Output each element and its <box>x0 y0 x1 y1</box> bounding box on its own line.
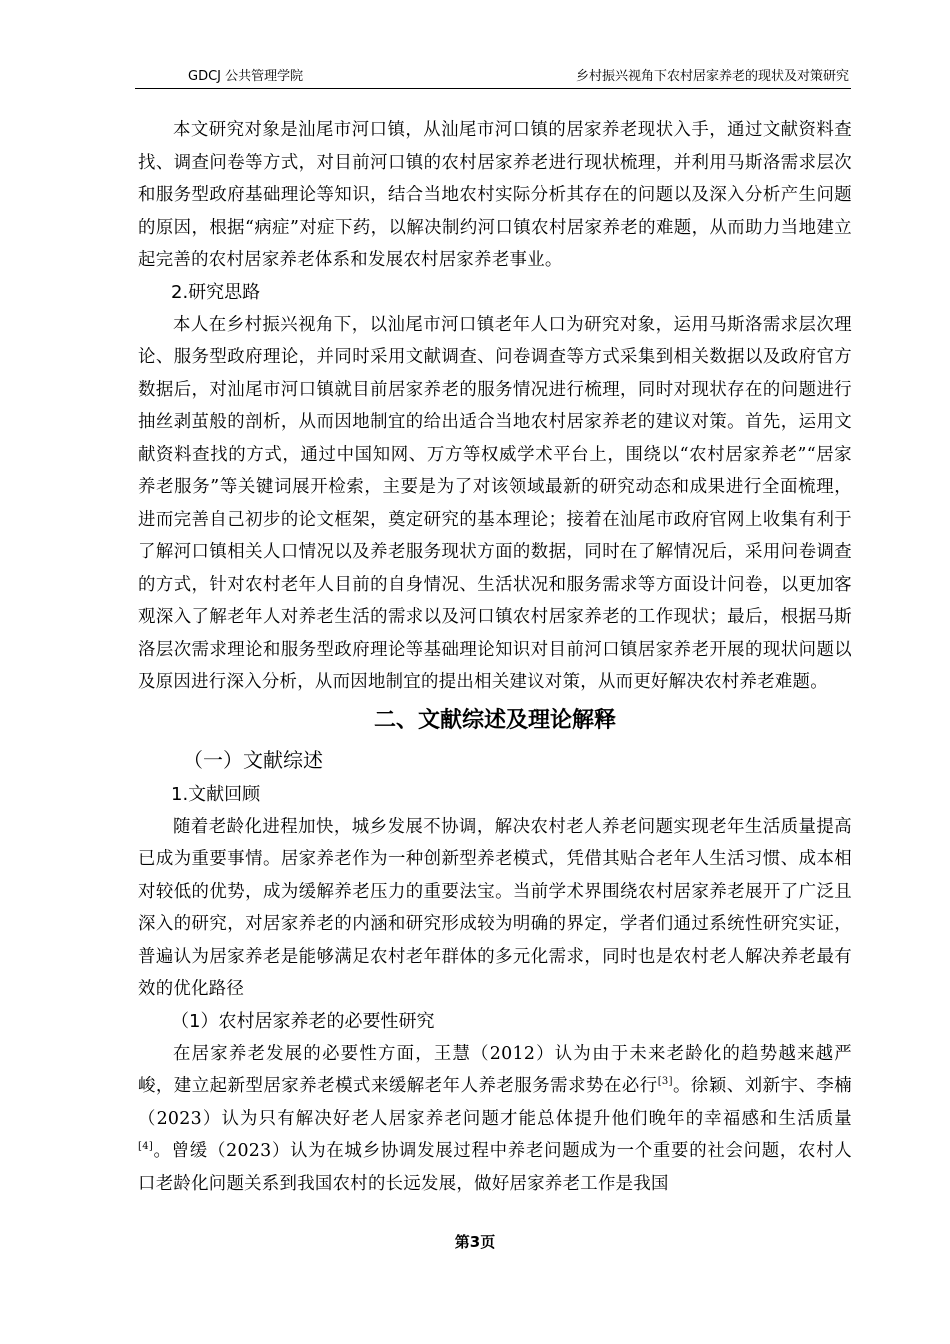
header-paper-title: 乡村振兴视角下农村居家养老的现状及对策研究 <box>575 69 849 84</box>
necessity-text-part-2: 。徐颖、刘新宇、李楠（2023）认为只有解决好老人居家养老问题才能总体提升他们晚年的幸福感和生活质量 <box>138 1076 852 1129</box>
page-number: 第3页 <box>454 1233 496 1251</box>
page-header <box>135 66 851 89</box>
paragraph-necessity-study <box>138 1038 852 1201</box>
page-content <box>138 114 852 1200</box>
necessity-text-part-1: 在居家养老发展的必要性方面，王慧（2012）认为由于未来老龄化的趋势越来越严峻，建立起新型居家养老模式来缓解老年人养老服务需求势在必行 <box>138 1043 852 1096</box>
paragraph-research-object: 本文研究对象是汕尾市河口镇，从汕尾市河口镇的居家养老现状入手，通过文献资料查找、调查问卷等方式，对目前河口镇的农村居家养老进行现状梳理，并利用马斯洛需求层次和服务型政府基础理论等知识，结合当地农村实际分析其存在的问题以及深入分析产生问题的原因，根据“病症”对症下药，以解决制约河口镇农村居家养老的难题，从而助力当地建立起完善的农村居家养老体系和发展农村居家养老事业。 <box>138 120 852 270</box>
paragraph-research-idea: 本人在乡村振兴视角下，以汕尾市河口镇老年人口为研究对象，运用马斯洛需求层次理论、服务型政府理论，并同时采用文献调查、问卷调查等方式采集到相关数据以及政府官方数据后，对汕尾市河口镇就目前居家养老的服务情况进行梳理，同时对现状存在的问题进行抽丝剥茧般的剖析，从而因地制宜的给出适合当地农村居家养老的建议对策。首先，运用文献资料查找的方式，通过中国知网、万方等权威学术平台上，围绕以“农村居家养老”“居家养老服务”等关键词展开检索，主要是为了对该领域最新的研究动态和成果进行全面梳理，进而完善自己初步的论文框架，奠定研究的基本理论；接着在汕尾市政府官网上收集有利于了解河口镇相关人口情况以及养老服务现状方面的数据，同时在了解情况后，采用问卷调查的方式，针对农村老年人目前的自身情况、生活状况和服务需求等方面设计问卷，以更加客观深入了解老年人对养老生活的需求以及河口镇农村居家养老的工作现状；最后，根据马斯洛层次需求理论和服务型政府理论等基础理论知识对目前河口镇居家养老开展的现状问题以及原因进行深入分析，从而因地制宜的提出相关建议对策，从而更好解决农村养老难题。 <box>138 314 852 692</box>
citation-3: [3] <box>657 1076 673 1088</box>
heading-literature-lookback: 1.文献回顾 <box>171 783 261 805</box>
necessity-text-part-3: 。曾缓（2023）认为在城乡协调发展过程中养老问题成为一个重要的社会问题，农村人口老龄化问题关系到我国农村的长远发展，做好居家养老工作是我国 <box>138 1141 852 1194</box>
heading-chapter-2: 二、文献综述及理论解释 <box>373 707 616 733</box>
heading-literature-review: （一）文献综述 <box>183 747 323 772</box>
heading-research-idea: 2.研究思路 <box>171 281 261 303</box>
paragraph-literature-lookback: 随着老龄化进程加快，城乡发展不协调，解决农村老人养老问题实现老年生活质量提高已成为重要事情。居家养老作为一种创新型养老模式，凭借其贴合老年人生活习惯、成本相对较低的优势，成为缓解养老压力的重要法宝。当前学术界围绕农村居家养老展开了广泛且深入的研究，对居家养老的内涵和研究形成较为明确的界定，学者们通过系统性研究实证，普遍认为居家养老是能够满足农村老年群体的多元化需求，同时也是农村老人解决养老最有效的优化路径 <box>138 816 852 999</box>
header-school: GDCJ 公共管理学院 <box>188 69 304 84</box>
citation-4: [4] <box>138 1141 154 1153</box>
heading-necessity-study: （1）农村居家养老的必要性研究 <box>171 1010 435 1032</box>
